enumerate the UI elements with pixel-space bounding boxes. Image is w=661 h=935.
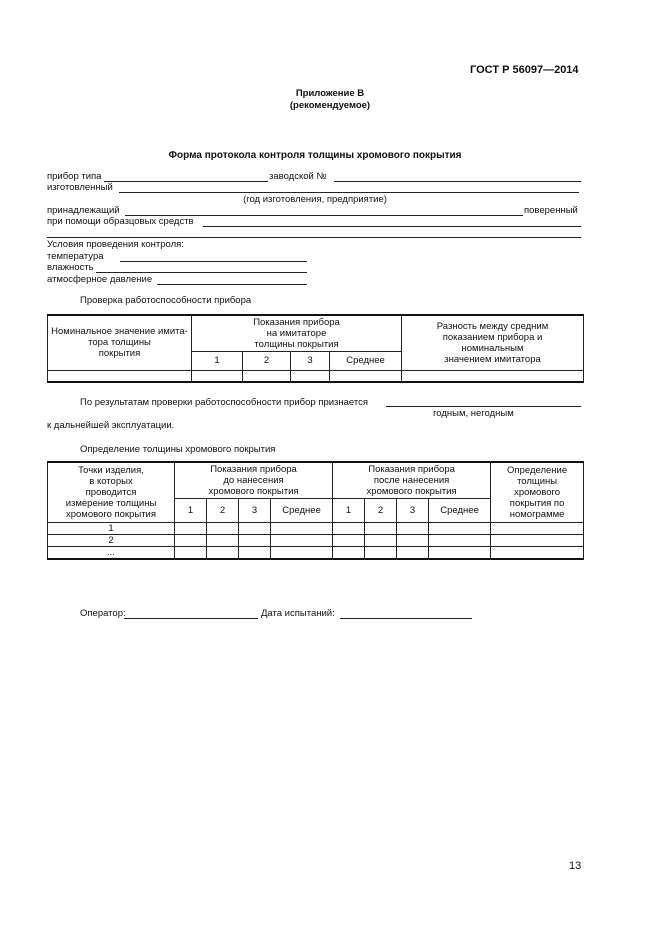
points-header-line4: измерение толщины xyxy=(65,497,157,509)
table-cell[interactable] xyxy=(239,534,271,546)
serial-no-line[interactable] xyxy=(334,181,581,182)
device-check-table xyxy=(47,314,584,383)
device-type-line[interactable] xyxy=(104,181,268,182)
nomogram-header xyxy=(491,462,584,522)
verified-label: поверенный xyxy=(524,205,578,216)
manufacturer-line[interactable] xyxy=(119,192,579,193)
point-label: 1 xyxy=(48,522,175,534)
year-note: (год изготовления, предприятие) xyxy=(243,194,387,205)
table-cell[interactable] xyxy=(239,522,271,534)
points-header-line2: в которых xyxy=(89,475,133,487)
table-cell[interactable] xyxy=(429,546,491,559)
table-cell[interactable] xyxy=(175,534,207,546)
table-cell[interactable] xyxy=(365,534,397,546)
operator-line[interactable] xyxy=(124,618,258,619)
table-cell[interactable] xyxy=(429,534,491,546)
subcol-2: 2 xyxy=(243,351,291,370)
form-title: Форма протокола контроля толщины хромового покрытия xyxy=(168,150,462,161)
after-header-line3: хромового покрытия xyxy=(366,485,457,497)
page-number: 13 xyxy=(569,860,582,872)
table-cell[interactable] xyxy=(429,522,491,534)
before-subcol-average: Среднее xyxy=(271,498,333,522)
after-subcol-3: 3 xyxy=(397,498,429,522)
pressure-label: атмосферное давление xyxy=(47,274,153,285)
table-cell[interactable] xyxy=(175,522,207,534)
points-header xyxy=(48,462,175,522)
blank-line[interactable] xyxy=(47,237,581,238)
reference-samples-label: при помощи образцовых средств xyxy=(47,216,194,227)
table-cell[interactable] xyxy=(330,370,402,382)
table-cell[interactable] xyxy=(48,370,192,382)
table-cell[interactable] xyxy=(207,522,239,534)
nomogram-header-line1: Определение xyxy=(507,464,568,476)
difference-header-line4: значением имитатора xyxy=(444,353,541,365)
table-row xyxy=(48,546,584,559)
before-coating-header xyxy=(175,462,333,498)
table-cell[interactable] xyxy=(333,546,365,559)
after-subcol-2: 2 xyxy=(365,498,397,522)
test-date-line[interactable] xyxy=(340,618,472,619)
after-subcol-1: 1 xyxy=(333,498,365,522)
table-cell[interactable] xyxy=(271,534,333,546)
table-cell[interactable] xyxy=(491,522,584,534)
table-cell[interactable] xyxy=(207,546,239,559)
readings-header xyxy=(192,315,402,351)
manufacturer-label: изготовленный xyxy=(47,182,113,193)
device-type-label: прибор типа xyxy=(47,171,102,182)
result-text: По результатам проверки работоспособности прибор признается xyxy=(80,397,369,408)
before-subcol-3: 3 xyxy=(239,498,271,522)
table-cell[interactable] xyxy=(397,546,429,559)
nominal-header-line1: Номинальное значение имита- xyxy=(51,326,188,338)
points-header-line3: проводится xyxy=(85,486,137,498)
difference-header-line3: номинальным xyxy=(461,342,524,354)
table-cell[interactable] xyxy=(243,370,291,382)
nomogram-header-line4: покрытия по xyxy=(509,497,565,509)
subcol-3: 3 xyxy=(291,351,330,370)
table-cell[interactable] xyxy=(175,546,207,559)
subcol-1: 1 xyxy=(192,351,243,370)
points-header-line1: Точки изделия, xyxy=(78,464,144,476)
humidity-line[interactable] xyxy=(96,272,307,273)
nomogram-header-line3: хромового xyxy=(514,486,561,498)
pressure-line[interactable] xyxy=(157,284,307,285)
points-header-line5: хромового покрытия xyxy=(65,508,157,520)
table-cell[interactable] xyxy=(333,522,365,534)
thickness-table xyxy=(47,461,584,560)
readings-header-line2: на имитаторе xyxy=(266,327,327,339)
readings-header-line1: Показания прибора xyxy=(253,316,340,328)
temperature-line[interactable] xyxy=(120,261,307,262)
table-cell[interactable] xyxy=(397,522,429,534)
table-cell[interactable] xyxy=(207,534,239,546)
table-row xyxy=(48,522,584,534)
point-label: ... xyxy=(48,546,175,559)
section1-title: Проверка работоспособности прибора xyxy=(80,295,252,306)
before-header-line3: хромового покрытия xyxy=(208,485,299,497)
table-cell[interactable] xyxy=(333,534,365,546)
before-subcol-2: 2 xyxy=(207,498,239,522)
table-cell[interactable] xyxy=(402,370,584,382)
appendix-title: Приложение В xyxy=(295,88,365,99)
difference-header-line1: Разность между средним xyxy=(436,320,549,332)
table-cell[interactable] xyxy=(365,546,397,559)
appendix-subtitle: (рекомендуемое) xyxy=(289,100,371,111)
table-cell[interactable] xyxy=(271,522,333,534)
conditions-label: Условия проведения контроля: xyxy=(47,239,184,250)
point-label: 2 xyxy=(48,534,175,546)
operator-label: Оператор: xyxy=(80,608,126,619)
difference-header xyxy=(402,315,584,370)
table-cell[interactable] xyxy=(192,370,243,382)
humidity-label: влажность xyxy=(47,262,94,273)
after-coating-header xyxy=(333,462,491,498)
reference-samples-line[interactable] xyxy=(203,226,581,227)
result-options: годным, негодным xyxy=(433,408,514,419)
subcol-average: Среднее xyxy=(330,351,402,370)
after-header-line2: после нанесения xyxy=(373,474,450,486)
before-subcol-1: 1 xyxy=(175,498,207,522)
nominal-header-line2: тора толщины xyxy=(88,337,151,349)
standard-number: ГОСТ Р 56097—2014 xyxy=(470,64,579,76)
test-date-label: Дата испытаний: xyxy=(261,608,335,619)
table-row xyxy=(48,534,584,546)
before-header-line2: до нанесения xyxy=(223,474,284,486)
before-header-line1: Показания прибора xyxy=(210,463,297,475)
owner-label: принадлежащий xyxy=(47,205,120,216)
nomogram-header-line5: номограмме xyxy=(509,508,565,520)
nominal-header xyxy=(48,315,192,370)
table-cell[interactable] xyxy=(491,546,584,559)
after-subcol-average: Среднее xyxy=(429,498,491,522)
nominal-header-line3: покрытия xyxy=(98,348,141,360)
after-header-line1: Показания прибора xyxy=(368,463,455,475)
temperature-label: температура xyxy=(47,251,104,262)
table-cell[interactable] xyxy=(291,370,330,382)
table-cell[interactable] xyxy=(491,534,584,546)
table-cell[interactable] xyxy=(271,546,333,559)
table-cell[interactable] xyxy=(365,522,397,534)
serial-no-label: заводской № xyxy=(269,171,327,182)
difference-header-line2: показанием прибора и xyxy=(442,331,543,343)
readings-header-line3: толщины покрытия xyxy=(254,338,339,350)
table-cell[interactable] xyxy=(397,534,429,546)
table-cell[interactable] xyxy=(239,546,271,559)
section2-title: Определение толщины хромового покрытия xyxy=(80,444,276,455)
nomogram-header-line2: толщины xyxy=(517,475,558,487)
result-continuation: к дальнейшей эксплуатации. xyxy=(47,420,175,431)
result-line[interactable] xyxy=(386,406,581,407)
